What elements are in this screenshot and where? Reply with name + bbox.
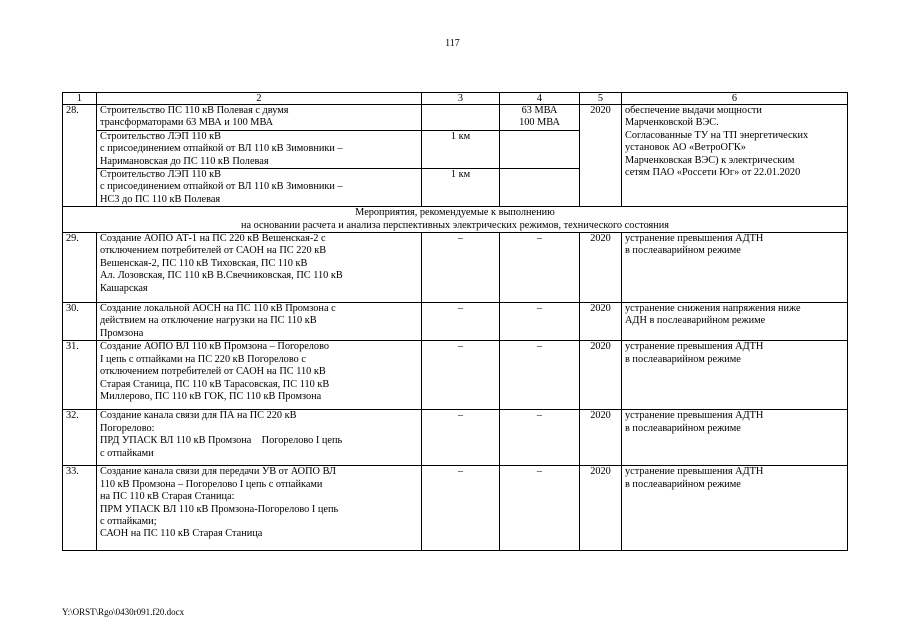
header-cell: 2 [97,93,422,105]
row-capacity: – [500,303,580,341]
row-length: – [422,233,500,303]
header-cell: 4 [500,93,580,105]
footer-file-path: Y:\ORST\Rgo\0430r091.f20.docx [62,607,185,617]
row-description: Создание канала связи для передачи УВ от АОПО ВЛ 110 кВ Промзона – Погорелово I цепь с отпайками на ПС 110 кВ Старая Станица: ПРМ УПАСК ВЛ 110 кВ Промзона-Погорелово I цепь с отпайками; САОН на ПС 110 кВ Старая Станица [97,466,422,551]
table-row [63,303,848,341]
row-number: 30. [63,303,97,341]
row-number: 32. [63,410,97,466]
row-description: Создание канала связи для ПА на ПС 220 кВ Погорелово: ПРД УПАСК ВЛ 110 кВ Промзона Погорелово I цепь с отпайками [97,410,422,466]
row-year: 2020 [580,303,622,341]
header-cell: 1 [63,93,97,105]
table-row [63,341,848,410]
row-number: 31. [63,341,97,410]
table-row [63,105,848,131]
row-number: 28. [63,105,97,207]
table-header-row [63,93,848,105]
row-note: устранение снижения напряжения ниже АДН в послеаварийном режиме [622,303,848,341]
row-length: – [422,466,500,551]
row-note: устранение превышения АДТН в послеаварийном режиме [622,233,848,303]
row-length [422,105,500,131]
row-description: Создание локальной АОСН на ПС 110 кВ Промзона с действием на отключение нагрузки на ПС 110 кВ Промзона [97,303,422,341]
row-length: 1 км [422,130,500,168]
page-number: 117 [445,38,460,49]
header-cell: 3 [422,93,500,105]
table-row [63,410,848,466]
row-number: 29. [63,233,97,303]
row-length: 1 км [422,169,500,207]
row-number: 33. [63,466,97,551]
row-capacity: – [500,466,580,551]
row-year: 2020 [580,410,622,466]
measures-table [62,92,848,551]
row-description: Создание АОПО ВЛ 110 кВ Промзона – Погорелово I цепь с отпайками на ПС 220 кВ Погорелово с отключением потребителей от САОН на ПС 110 кВ Старая Станица, ПС 110 кВ Тарасовская, ПС 110 кВ Миллерово, ПС 110 кВ ГОК, ПС 110 кВ Промзона [97,341,422,410]
row-year: 2020 [580,233,622,303]
row-note: устранение превышения АДТН в послеаварийном режиме [622,341,848,410]
row-description: Строительство ЛЭП 110 кВ с присоединением отпайкой от ВЛ 110 кВ Зимовники – Наримановская до ПС 110 кВ Полевая [97,130,422,168]
section-heading-row [63,207,848,233]
section-heading: Мероприятия, рекомендуемые к выполнению на основании расчета и анализа перспективных электрических режимов, технического состояния [63,207,848,233]
row-year: 2020 [580,105,622,207]
row-capacity: – [500,410,580,466]
row-capacity: 63 МВА 100 МВА [500,105,580,131]
row-note: устранение превышения АДТН в послеаварийном режиме [622,410,848,466]
row-capacity: – [500,341,580,410]
row-length: – [422,341,500,410]
header-cell: 6 [622,93,848,105]
row-description: Строительство ЛЭП 110 кВ с присоединением отпайкой от ВЛ 110 кВ Зимовники – НС3 до ПС 110 кВ Полевая [97,169,422,207]
table-row [63,233,848,303]
row-capacity [500,130,580,168]
row-note: обеспечение выдачи мощности Марченковской ВЭС. Согласованные ТУ на ТП энергетических установок АО «ВетроОГК» Марченковская ВЭС) к электрическим сетям ПАО «Россети Юг» от 22.01.2020 [622,105,848,207]
header-cell: 5 [580,93,622,105]
row-description: Строительство ПС 110 кВ Полевая с двумя трансформаторами 63 МВА и 100 МВА [97,105,422,131]
table-row [63,466,848,551]
row-year: 2020 [580,466,622,551]
row-capacity [500,169,580,207]
row-capacity: – [500,233,580,303]
row-length: – [422,410,500,466]
row-note: устранение превышения АДТН в послеаварийном режиме [622,466,848,551]
row-length: – [422,303,500,341]
row-description: Создание АОПО АТ-1 на ПС 220 кВ Вешенская-2 с отключением потребителей от САОН на ПС 220 кВ Вешенская-2, ПС 110 кВ Тиховская, ПС 110 кВ Ал. Лозовская, ПС 110 кВ В.Свечниковская, ПС 110 кВ Кашарская [97,233,422,303]
row-year: 2020 [580,341,622,410]
